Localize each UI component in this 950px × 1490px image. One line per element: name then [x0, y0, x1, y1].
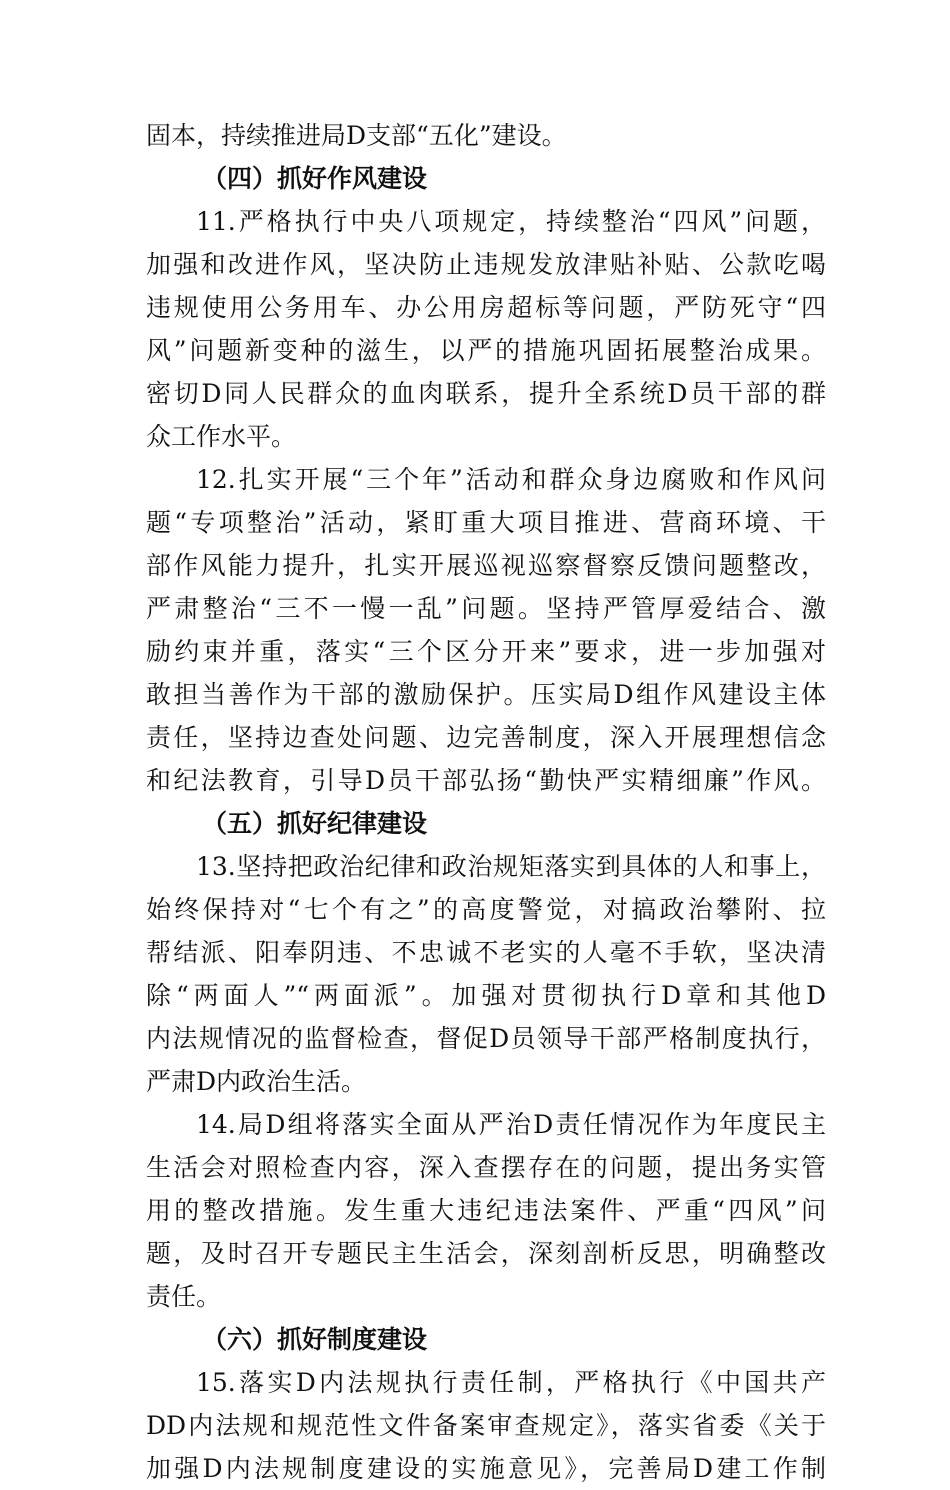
text-line: 严肃整治“三不一慢一乱”问题。坚持严管厚爱结合、激 [146, 594, 826, 623]
text-line: 题，及时召开专题民主生活会，深刻剖析反思，明确整改 [146, 1239, 826, 1268]
text-line: 责任，坚持边查处问题、边完善制度，深入开展理想信念 [146, 723, 826, 752]
text-line: 严肃D内政治生活。 [146, 1067, 367, 1096]
text-line: 13.坚持把政治纪律和政治规矩落实到具体的人和事上， [196, 852, 826, 881]
text-line: 加强D内法规制度建设的实施意见》，完善局D建工作制 [146, 1454, 826, 1483]
text-line: DD内法规和规范性文件备案审查规定》，落实省委《关于 [146, 1411, 826, 1440]
text-line: 始终保持对“七个有之”的高度警觉，对搞政治攀附、拉 [146, 895, 826, 924]
text-line: 题“专项整治”活动，紧盯重大项目推进、营商环境、干 [146, 508, 826, 537]
text-line: 和纪法教育，引导D员干部弘扬“勤快严实精细廉”作风。 [146, 766, 826, 795]
text-line: 违规使用公务用车、办公用房超标等问题，严防死守“四 [146, 293, 826, 322]
text-line: 除“两面人”“两面派”。加强对贯彻执行D章和其他D [146, 981, 826, 1010]
section-heading: （五）抓好纪律建设 [202, 809, 428, 838]
section-heading: （六）抓好制度建设 [202, 1325, 428, 1354]
text-line: 励约束并重，落实“三个区分开来”要求，进一步加强对 [146, 637, 826, 666]
text-line: 生活会对照检查内容，深入查摆存在的问题，提出务实管 [146, 1153, 826, 1182]
document-page [146, 114, 826, 1490]
text-line: 众工作水平。 [146, 422, 297, 451]
text-line: 固本，持续推进局D支部“五化”建设。 [146, 121, 567, 150]
text-line: 用的整改措施。发生重大违纪违法案件、严重“四风”问 [146, 1196, 826, 1225]
text-line: 帮结派、阳奉阴违、不忠诚不老实的人毫不手软，坚决清 [146, 938, 826, 967]
text-line: 敢担当善作为干部的激励保护。压实局D组作风建设主体 [146, 680, 826, 709]
text-line: 加强和改进作风，坚决防止违规发放津贴补贴、公款吃喝 [146, 250, 826, 279]
text-line: 11.严格执行中央八项规定，持续整治“四风”问题， [196, 207, 826, 236]
text-line: 责任。 [146, 1282, 222, 1311]
text-line: 密切D同人民群众的血肉联系，提升全系统D员干部的群 [146, 379, 826, 408]
text-line: 15.落实D内法规执行责任制，严格执行《中国共产 [196, 1368, 826, 1397]
text-line: 内法规情况的监督检查，督促D员领导干部严格制度执行， [146, 1024, 826, 1053]
text-line: 风”问题新变种的滋生，以严的措施巩固拓展整治成果。 [146, 336, 826, 365]
text-line: 14.局D组将落实全面从严治D责任情况作为年度民主 [196, 1110, 826, 1139]
text-line: 12.扎实开展“三个年”活动和群众身边腐败和作风问 [196, 465, 826, 494]
text-line: 部作风能力提升，扎实开展巡视巡察督察反馈问题整改， [146, 551, 826, 580]
section-heading: （四）抓好作风建设 [202, 164, 428, 193]
